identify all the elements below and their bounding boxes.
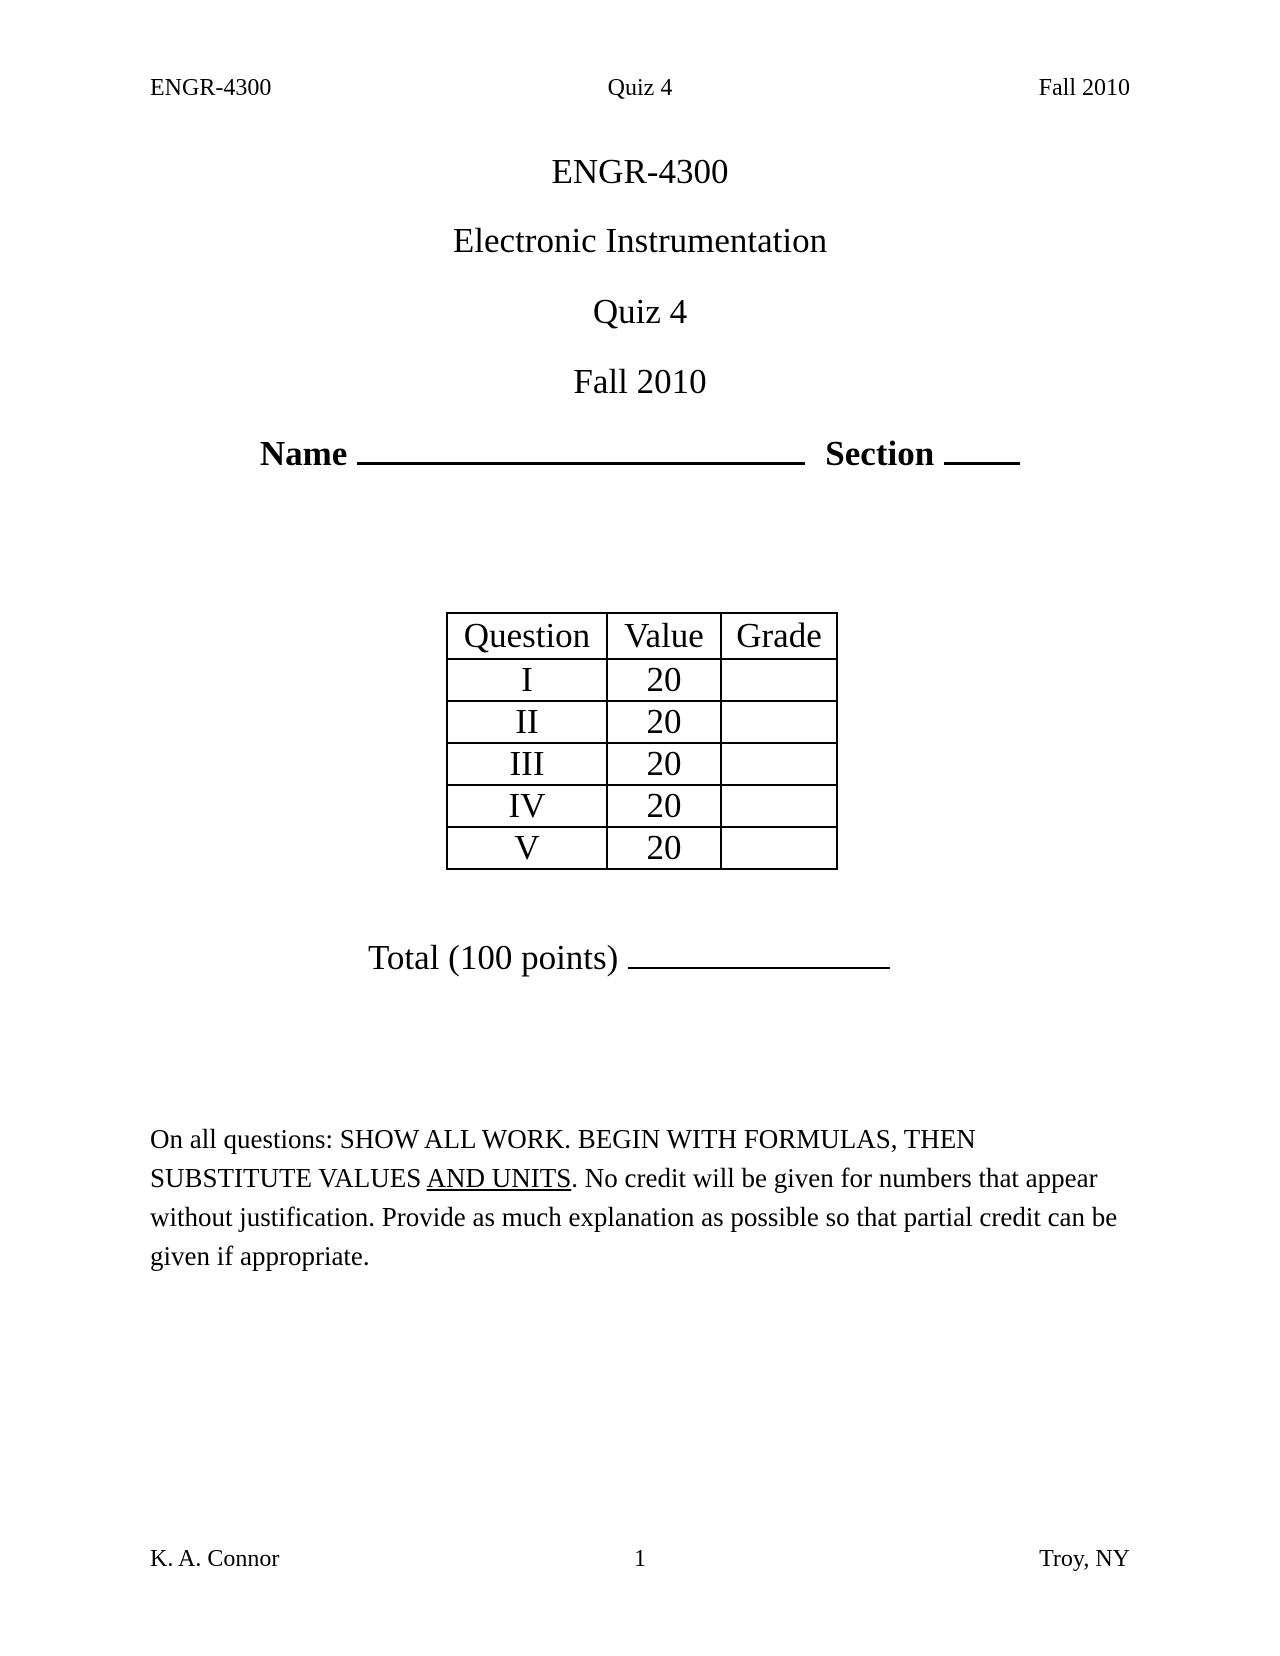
grade-cell[interactable] bbox=[721, 827, 837, 869]
total-label: Total (100 points) bbox=[368, 938, 619, 977]
header-course: ENGR-4300 bbox=[150, 75, 272, 101]
section-label: Section bbox=[825, 434, 935, 473]
table-row bbox=[447, 659, 837, 701]
value-cell: 20 bbox=[607, 743, 721, 785]
instructions bbox=[150, 1120, 1140, 1276]
page-number: 1 bbox=[634, 1546, 646, 1572]
footer-author: K. A. Connor bbox=[150, 1546, 280, 1572]
grade-cell[interactable] bbox=[721, 701, 837, 743]
question-cell: IV bbox=[447, 785, 607, 827]
page-footer bbox=[150, 1545, 1130, 1573]
header-question: Question bbox=[447, 613, 607, 659]
instructions-part1: On all questions: SHOW ALL WORK. BEGIN WITH FORMULAS, THEN SUBSTITUTE VALUES bbox=[150, 1124, 976, 1193]
header-term: Fall 2010 bbox=[1038, 75, 1130, 101]
value-cell: 20 bbox=[607, 785, 721, 827]
instructions-part2: . No credit will be given for numbers that appear without justification. Provide as much explanation as possible so that partial credit can be given if appropriate. bbox=[150, 1163, 1118, 1271]
grade-table-header bbox=[447, 613, 837, 659]
total-line bbox=[368, 935, 890, 978]
grade-table bbox=[446, 612, 838, 870]
term-title: Fall 2010 bbox=[573, 362, 707, 401]
header-grade: Grade bbox=[721, 613, 837, 659]
section-field[interactable] bbox=[944, 432, 1020, 465]
table-row bbox=[447, 827, 837, 869]
header-quiz: Quiz 4 bbox=[607, 75, 673, 101]
question-cell: I bbox=[447, 659, 607, 701]
footer-location: Troy, NY bbox=[1039, 1546, 1130, 1572]
name-label: Name bbox=[259, 434, 348, 473]
total-field[interactable] bbox=[628, 935, 890, 969]
course-title: ENGR-4300 bbox=[551, 152, 729, 191]
table-row bbox=[447, 785, 837, 827]
quiz-title: Quiz 4 bbox=[592, 292, 688, 331]
page-header bbox=[150, 74, 1130, 102]
table-row bbox=[447, 743, 837, 785]
grade-cell[interactable] bbox=[721, 785, 837, 827]
question-cell: V bbox=[447, 827, 607, 869]
value-cell: 20 bbox=[607, 659, 721, 701]
subject-title: Electronic Instrumentation bbox=[452, 221, 828, 260]
question-cell: III bbox=[447, 743, 607, 785]
table-row bbox=[447, 701, 837, 743]
name-field[interactable] bbox=[357, 432, 805, 465]
grade-cell[interactable] bbox=[721, 743, 837, 785]
grade-cell[interactable] bbox=[721, 659, 837, 701]
value-cell: 20 bbox=[607, 701, 721, 743]
name-section-line bbox=[0, 432, 1280, 474]
question-cell: II bbox=[447, 701, 607, 743]
value-cell: 20 bbox=[607, 827, 721, 869]
instructions-underlined: AND UNITS bbox=[426, 1163, 572, 1193]
header-value: Value bbox=[607, 613, 721, 659]
